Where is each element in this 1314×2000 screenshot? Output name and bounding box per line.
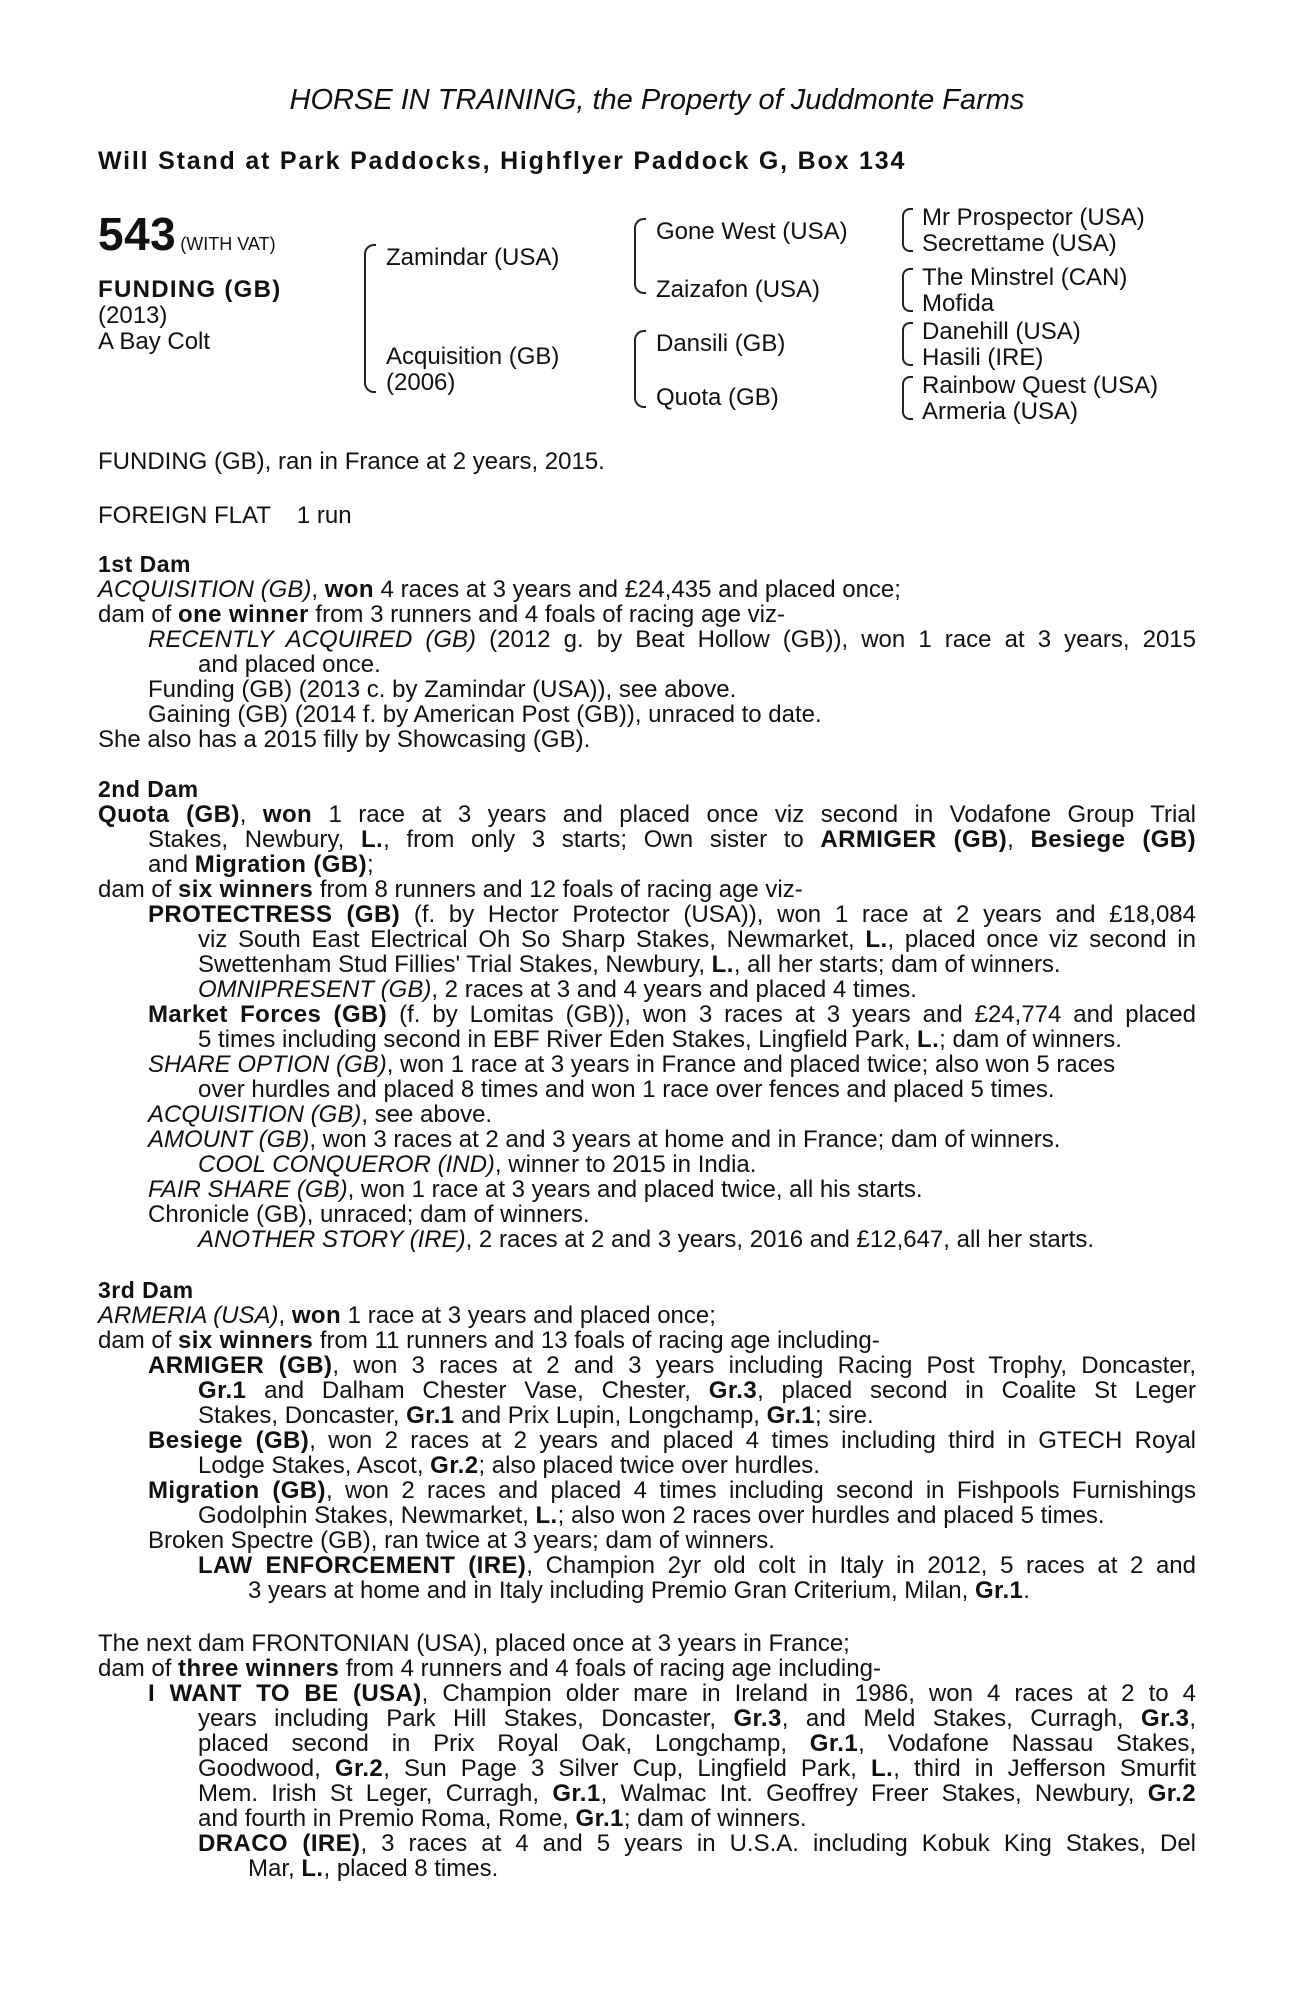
sibling-name: Migration (GB) <box>194 851 367 878</box>
third-dam-line <box>98 1428 1196 1453</box>
grade: Gr.1 <box>406 1402 455 1429</box>
text: , placed second in Coalite St Leger <box>757 1378 1196 1403</box>
text: Stakes, Doncaster, <box>198 1402 407 1429</box>
produce-name: AMOUNT (GB) <box>148 1126 310 1153</box>
first-dam-line: Gaining (GB) (2014 f. by American Post (GB)), unraced to date. <box>148 701 822 728</box>
produce-name: ANOTHER STORY (IRE) <box>198 1226 466 1253</box>
text: dam of <box>98 1327 179 1354</box>
text: , 2 races at 3 and 4 years and placed 4 times. <box>431 976 917 1003</box>
horse-description: A Bay Colt <box>98 328 211 355</box>
third-dam-line <box>98 1378 1196 1403</box>
text: Mar, <box>248 1855 302 1882</box>
produce-name: FAIR SHARE (GB) <box>148 1176 348 1203</box>
text: ; sire. <box>814 1402 874 1429</box>
second-dam-line <box>98 1002 1196 1027</box>
first-dam-line: She also has a 2015 filly by Showcasing (GB). <box>98 726 591 753</box>
produce-name: LAW ENFORCEMENT (IRE) <box>198 1553 527 1578</box>
vat-note: (WITH VAT) <box>180 234 276 254</box>
pedigree-brace-g4 <box>902 376 913 420</box>
next-dam-line <box>98 1781 1196 1806</box>
pedigree-brace-main <box>364 244 376 393</box>
text: , placed 8 times. <box>323 1855 499 1882</box>
grade: Gr.1 <box>766 1402 815 1429</box>
text: dam of <box>98 601 179 628</box>
pedigree-brace-dam <box>634 330 646 408</box>
text: 3 years at home and in Italy including Premio Gran Criterium, Milan, <box>248 1577 975 1604</box>
second-dam-line <box>98 1127 1196 1152</box>
text: 5 times including second in EBF River Eden Stakes, Lingfield Park, <box>198 1026 918 1053</box>
second-dam-line <box>98 1177 1196 1202</box>
text: , <box>239 802 263 827</box>
third-dam-line <box>98 1553 1196 1578</box>
text: from 4 runners and 4 foals of racing age including- <box>339 1655 881 1682</box>
second-dam-line <box>98 802 1196 827</box>
text: Swettenham Stud Fillies' Trial Stakes, Newbury, <box>198 951 712 978</box>
text: , Sun Page 3 Silver Cup, Lingfield Park, <box>383 1756 872 1781</box>
text: , Walmac Int. Geoffrey Freer Stakes, Newbury, <box>600 1781 1148 1806</box>
text: dam of <box>98 1655 179 1682</box>
text: , 2 races at 2 and 3 years, 2016 and £12,647, all her starts. <box>465 1226 1094 1253</box>
grade: Gr.1 <box>575 1805 624 1832</box>
lot-number <box>98 207 276 261</box>
text: , <box>1007 827 1031 852</box>
foreign-flat-value: 1 run <box>296 502 352 529</box>
first-dam-line: Funding (GB) (2013 c. by Zamindar (USA)), see above. <box>148 676 737 703</box>
pedigree-dam-sire: Dansili (GB) <box>656 330 786 357</box>
text: ; dam of winners. <box>623 1805 807 1832</box>
third-dam-section <box>98 1278 1196 1603</box>
third-dam-line <box>98 1503 1196 1528</box>
produce-name: RECENTLY ACQUIRED (GB) <box>148 627 477 652</box>
text: . <box>1023 1577 1030 1604</box>
grade: Gr.1 <box>552 1781 601 1806</box>
next-dam-line <box>98 1681 1196 1706</box>
pedigree-dam-dam: Quota (GB) <box>656 384 779 411</box>
sibling-name: Besiege (GB) <box>1030 827 1196 852</box>
pedigree-g5: Danehill (USA) <box>922 318 1081 345</box>
produce-name: I WANT TO BE (USA) <box>148 1681 422 1706</box>
text: from 11 runners and 13 foals of racing age including- <box>313 1327 880 1354</box>
text: 1 race at 3 years and placed once viz second in Vodafone Group Trial <box>312 802 1196 827</box>
text: Lodge Stakes, Ascot, <box>198 1452 431 1479</box>
text: , from only 3 starts; Own sister to <box>383 827 821 852</box>
produce-name: OMNIPRESENT (GB) <box>198 976 432 1003</box>
text: , <box>1189 1706 1196 1731</box>
produce-name: Migration (GB) <box>148 1478 326 1503</box>
text: ; also won 2 races over hurdles and placed 5 times. <box>557 1502 1105 1529</box>
second-dam-line <box>98 952 1196 977</box>
winners-count: six winners <box>178 876 314 903</box>
grade: Gr.3 <box>1141 1706 1190 1731</box>
page-title: HORSE IN TRAINING, the Property of Juddmonte Farms <box>289 84 1025 116</box>
second-dam-line: over hurdles and placed 8 times and won 1 race over fences and placed 5 times. <box>198 1076 1055 1103</box>
grade: Gr.2 <box>334 1756 384 1781</box>
text: ; <box>366 851 374 878</box>
produce-name: Besiege (GB) <box>148 1428 310 1453</box>
next-dam-line: The next dam FRONTONIAN (USA), placed once at 3 years in France; <box>98 1630 850 1657</box>
pedigree-brace-g2 <box>902 268 913 312</box>
text: , won 2 races at 2 years and placed 4 times including third in GTECH Royal <box>309 1428 1196 1453</box>
third-dam-heading: 3rd Dam <box>98 1277 194 1303</box>
won-label: won <box>324 576 374 603</box>
grade: L. <box>301 1855 324 1882</box>
text: (f. by Hector Protector (USA)), won 1 race at 2 years and £18,084 <box>400 902 1196 927</box>
first-dam-line <box>98 577 1196 602</box>
won-label: won <box>262 802 313 827</box>
grade: Gr.2 <box>1147 1781 1196 1806</box>
grade: L. <box>535 1502 558 1529</box>
produce-name: ARMIGER (GB) <box>148 1353 333 1378</box>
text: , third in Jefferson Smurfit <box>893 1756 1196 1781</box>
third-dam-line <box>98 1578 1196 1603</box>
text: , <box>311 576 319 603</box>
text: , won 3 races at 2 and 3 years at home and in France; dam of winners. <box>309 1126 1061 1153</box>
pedigree-sire-dam: Zaizafon (USA) <box>656 276 821 303</box>
text: , won 1 race at 3 years and placed twice, all his starts. <box>347 1176 923 1203</box>
next-dam-line <box>98 1856 1196 1881</box>
text: , Vodafone Nassau Stakes, <box>858 1731 1196 1756</box>
text: , see above. <box>361 1101 493 1128</box>
second-dam-line <box>98 877 1196 902</box>
produce-name: DRACO (IRE) <box>198 1831 361 1856</box>
text: Godolphin Stakes, Newmarket, <box>198 1502 536 1529</box>
dam-name: ARMERIA (USA) <box>98 1302 279 1329</box>
second-dam-section <box>98 777 1196 1252</box>
third-dam-line <box>98 1453 1196 1478</box>
dam-name: Quota (GB) <box>98 802 240 827</box>
text: ; dam of winners. <box>939 1026 1122 1053</box>
pedigree-sire: Zamindar (USA) <box>386 244 560 271</box>
text: Stakes, Newbury, <box>148 827 361 852</box>
next-dam-line <box>98 1806 1196 1831</box>
lot-number-value: 543 <box>98 208 177 260</box>
pedigree-g3: The Minstrel (CAN) <box>922 264 1128 291</box>
text: from 8 runners and 12 foals of racing age viz- <box>313 876 803 903</box>
winners-count: three winners <box>178 1655 340 1682</box>
second-dam-heading: 2nd Dam <box>98 776 199 802</box>
produce-name: Market Forces (GB) <box>148 1002 388 1027</box>
third-dam-line <box>98 1478 1196 1503</box>
third-dam-line <box>98 1303 1196 1328</box>
text: and fourth in Premio Roma, Rome, <box>198 1805 576 1832</box>
second-dam-line <box>98 1052 1196 1077</box>
foaling-year: (2013) <box>98 302 168 329</box>
pedigree-dam: Acquisition (GB) <box>386 343 560 370</box>
dam-name: ACQUISITION (GB) <box>98 576 312 603</box>
racing-summary: FUNDING (GB), ran in France at 2 years, 2015. <box>98 448 605 475</box>
second-dam-line <box>98 902 1196 927</box>
pedigree-g6: Hasili (IRE) <box>922 344 1044 371</box>
grade: Gr.1 <box>198 1378 247 1403</box>
pedigree-brace-sire <box>634 218 646 294</box>
text: , Champion 2yr old colt in Italy in 2012, 5 races at 2 and <box>526 1553 1196 1578</box>
next-dam-line <box>98 1656 1196 1681</box>
foreign-flat-label: FOREIGN FLAT <box>98 502 271 529</box>
text: years including Park Hill Stakes, Doncaster, <box>198 1706 734 1731</box>
text: Goodwood, <box>198 1756 335 1781</box>
pedigree-g4: Mofida <box>922 290 995 317</box>
next-dam-line <box>98 1831 1196 1856</box>
text: Mem. Irish St Leger, Curragh, <box>198 1781 553 1806</box>
text: and <box>148 851 195 878</box>
second-dam-line <box>98 1027 1196 1052</box>
first-dam-line: and placed once. <box>198 651 381 678</box>
text: placed second in Prix Royal Oak, Longchamp, <box>198 1731 810 1756</box>
winners-count: one winner <box>178 601 309 628</box>
grade: Gr.1 <box>809 1731 859 1756</box>
third-dam-line: Broken Spectre (GB), ran twice at 3 years; dam of winners. <box>148 1527 775 1554</box>
text: and Prix Lupin, Longchamp, <box>454 1402 767 1429</box>
first-dam-heading: 1st Dam <box>98 551 191 577</box>
pedigree-g7: Rainbow Quest (USA) <box>922 372 1159 399</box>
text: ; also placed twice over hurdles. <box>478 1452 820 1479</box>
grade: Gr.1 <box>974 1577 1024 1604</box>
text: 1 race at 3 years and placed once; <box>341 1302 716 1329</box>
second-dam-line <box>98 977 1196 1002</box>
grade: L. <box>865 927 888 952</box>
text: (2012 g. by Beat Hollow (GB)), won 1 race at 3 years, 2015 <box>476 627 1196 652</box>
pedigree-g2: Secrettame (USA) <box>922 230 1117 257</box>
first-dam-line <box>98 627 1196 652</box>
foreign-flat-record <box>98 502 352 530</box>
pedigree-dam-year: (2006) <box>386 369 456 396</box>
second-dam-line <box>98 827 1196 852</box>
text: , won 2 races and placed 4 times including second in Fishpools Furnishings <box>325 1478 1196 1503</box>
second-dam-line: Chronicle (GB), unraced; dam of winners. <box>148 1201 590 1228</box>
pedigree-sire-sire: Gone West (USA) <box>656 218 848 245</box>
text: , all her starts; dam of winners. <box>733 951 1061 978</box>
third-dam-line <box>98 1328 1196 1353</box>
winners-count: six winners <box>178 1327 314 1354</box>
second-dam-line <box>98 1227 1196 1252</box>
text: , and Meld Stakes, Curragh, <box>781 1706 1142 1731</box>
first-dam-line <box>98 602 1196 627</box>
next-dam-line <box>98 1756 1196 1781</box>
text: and Dalham Chester Vase, Chester, <box>246 1378 709 1403</box>
text: , winner to 2015 in India. <box>494 1151 757 1178</box>
grade: Gr.3 <box>733 1706 782 1731</box>
first-dam-section <box>98 552 1196 752</box>
horse-name: FUNDING (GB) <box>98 276 282 303</box>
produce-name: SHARE OPTION (GB) <box>148 1051 387 1078</box>
grade: Gr.3 <box>708 1378 758 1403</box>
pedigree-g1: Mr Prospector (USA) <box>922 204 1145 231</box>
text: (f. by Lomitas (GB)), won 3 races at 3 years and £24,774 and placed <box>387 1002 1196 1027</box>
text: viz South East Electrical Oh So Sharp Stakes, Newmarket, <box>198 927 866 952</box>
sibling-name: ARMIGER (GB) <box>820 827 1008 852</box>
text: from 3 runners and 4 foals of racing age viz- <box>308 601 785 628</box>
second-dam-line <box>98 852 1196 877</box>
grade: L. <box>360 827 384 852</box>
next-dam-line <box>98 1706 1196 1731</box>
grade: L. <box>917 1026 940 1053</box>
won-label: won <box>291 1302 342 1329</box>
third-dam-line <box>98 1403 1196 1428</box>
text: , placed once viz second in <box>887 927 1196 952</box>
text: , won 1 race at 3 years in France and placed twice; also won 5 races <box>386 1051 1116 1078</box>
second-dam-line <box>98 1152 1196 1177</box>
produce-name: ACQUISITION (GB) <box>148 1101 362 1128</box>
grade: L. <box>711 951 734 978</box>
text: , <box>278 1302 292 1329</box>
pedigree-brace-g3 <box>902 322 913 366</box>
text: 4 races at 3 years and £24,435 and placed once; <box>373 576 901 603</box>
text: , won 3 races at 2 and 3 years including Racing Post Trophy, Doncaster, <box>332 1353 1196 1378</box>
second-dam-line <box>98 927 1196 952</box>
stand-location: Will Stand at Park Paddocks, Highflyer Paddock G, Box 134 <box>98 147 907 175</box>
next-dam-line <box>98 1731 1196 1756</box>
grade: Gr.2 <box>430 1452 479 1479</box>
text: , 3 races at 4 and 5 years in U.S.A. including Kobuk King Stakes, Del <box>360 1831 1196 1856</box>
text: , Champion older mare in Ireland in 1986, won 4 races at 2 to 4 <box>421 1681 1196 1706</box>
pedigree-g8: Armeria (USA) <box>922 398 1079 425</box>
produce-name: PROTECTRESS (GB) <box>148 902 401 927</box>
pedigree-brace-g1 <box>902 208 913 252</box>
second-dam-line <box>98 1102 1196 1127</box>
text: dam of <box>98 876 179 903</box>
grade: L. <box>871 1756 894 1781</box>
third-dam-line <box>98 1353 1196 1378</box>
next-dam-section <box>98 1631 1196 1881</box>
produce-name: COOL CONQUEROR (IND) <box>198 1151 495 1178</box>
